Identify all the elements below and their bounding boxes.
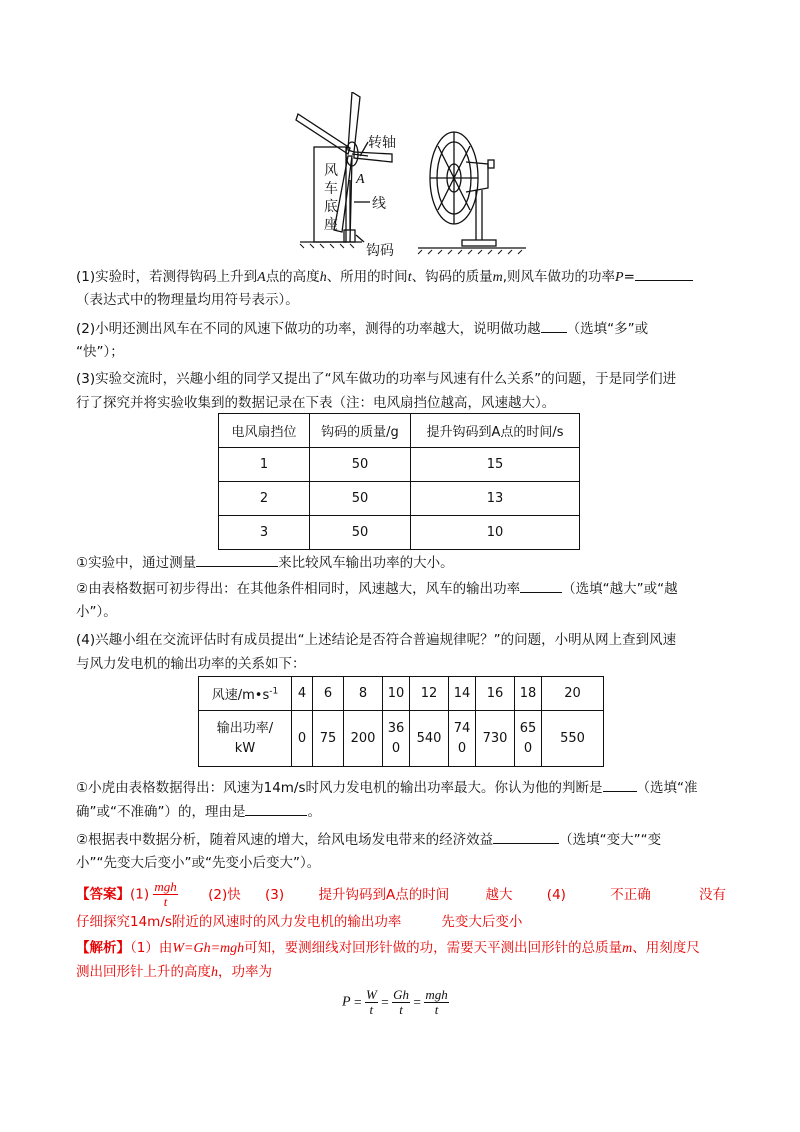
table-row: 1 50 15: [219, 448, 580, 482]
power-formula: P = $\frac{W}{t}$ = $\frac{Gh}{t}$ = $\frac{\text{mgh}}{t}$: [342, 987, 448, 1017]
wind-speed-row: 风速$/m•s^{-1}$ 4 6 8 10 12 14 16 18 20: [199, 677, 604, 711]
q3-sub-2b: 小”）。: [76, 604, 117, 620]
label-point-a: A: [356, 172, 365, 187]
answer-blank-5: [603, 777, 637, 792]
answer-fraction: $\frac{\text{mgh}}{t}$: [154, 879, 177, 909]
answer-blank-6: [245, 801, 307, 816]
answer-blank-7: [493, 829, 559, 844]
fan-base: [462, 240, 496, 246]
q4-sub-2b: 小”“先变大后变小”或“先变小后变大”）。: [76, 855, 321, 871]
table-row: 3 50 10: [219, 516, 580, 550]
q3-line-2: 行了探究并将实验收集到的数据记录在下表（注：电风扇挡位越高，风速越大）。: [76, 395, 556, 411]
blade-2: [296, 114, 350, 154]
analysis-line-2: 测出回形针上升的高度h，功率为: [76, 964, 272, 980]
table-header-row: 电风扇挡位 钩码的质量/g 提升钩码到A点的时间/s: [219, 414, 580, 448]
q3-line-1: (3)实验交流时，兴趣小组的同学又提出了“风车做功的功率与风速有什么关系”的问题，于是同学们进: [76, 371, 677, 387]
label-weight: 钩码: [366, 243, 394, 259]
q1-line-1: (1)实验时，若测得钩码上升到A点的高度h、所用的时间t、钩码的质量m,则风车做功的功率P=: [76, 266, 693, 288]
q4-sub-1: ①小虎由表格数据得出：风速为14m/s时风力发电机的输出功率最大。你认为他的判断是 （选填“准: [76, 777, 698, 798]
answer-tag: 【答案】: [76, 886, 130, 903]
wind-power-table: [198, 676, 604, 767]
answer-line-2: 仔细探究14m/s附近的风速时的风力发电机的输出功率 先变大后变小: [76, 914, 523, 930]
answer-blank-3: [196, 552, 278, 567]
q4-sub-2: ②根据表中数据分析，随着风速的增大，给风电场发电带来的经济效益 （选填“变大”“变: [76, 829, 661, 850]
analysis-tag: 【解析】: [76, 940, 130, 956]
analysis-line-1: 【解析】（1）由W=Gh=mgh可知，要测细线对回形针做的功，需要天平测出回形针的总质量m、用刻度尺: [76, 940, 700, 956]
fan-gear-table: [218, 413, 580, 550]
q3-sub-1: ①实验中，通过测量 来比较风车输出功率的大小。: [76, 552, 454, 573]
table-row: 2 50 13: [219, 482, 580, 516]
q4-line-1: (4)兴趣小组在交流评估时有成员提出“上述结论是否符合普遍规律呢？”的问题，小明从网上查到风速: [76, 632, 677, 648]
label-base: 风 车 底 座: [324, 163, 338, 233]
q4-line-2: 与风力发电机的输出功率的关系如下：: [76, 656, 306, 672]
q4-sub-1b: 确”或“不准确”）的，理由是 。: [76, 801, 321, 822]
answer-line-1: 【答案】(1) $\frac{\text{mgh}}{t}$ (2)快 (3) 提升钩码到A点的时间 越大 (4) 不正确 没有: [76, 879, 727, 909]
answer-blank-2: [541, 318, 567, 333]
q3-sub-2: ②由表格数据可初步得出：在其他条件相同时，风速越大，风车的输出功率 （选填“越大”或“越: [76, 578, 678, 599]
windmill-fan-figure: [290, 92, 530, 260]
q2-line-1: (2)小明还测出风车在不同的风速下做功的功率，测得的功率越大，说明做功越 （选填“多”或: [76, 318, 648, 339]
answer-blank-1: [635, 266, 693, 281]
label-thread: 线: [372, 196, 386, 212]
q1-line-2: （表达式中的物理量均用符号表示）。: [76, 292, 299, 308]
output-power-row: 输出功率/ kW 0 75 200 36 0 540 74 0 730 65 0 550: [199, 711, 604, 767]
answer-blank-4: [520, 578, 562, 593]
label-axis: 转轴: [368, 135, 396, 151]
blade-4: [354, 152, 392, 162]
q2-line-2: “快”）；: [76, 344, 124, 360]
